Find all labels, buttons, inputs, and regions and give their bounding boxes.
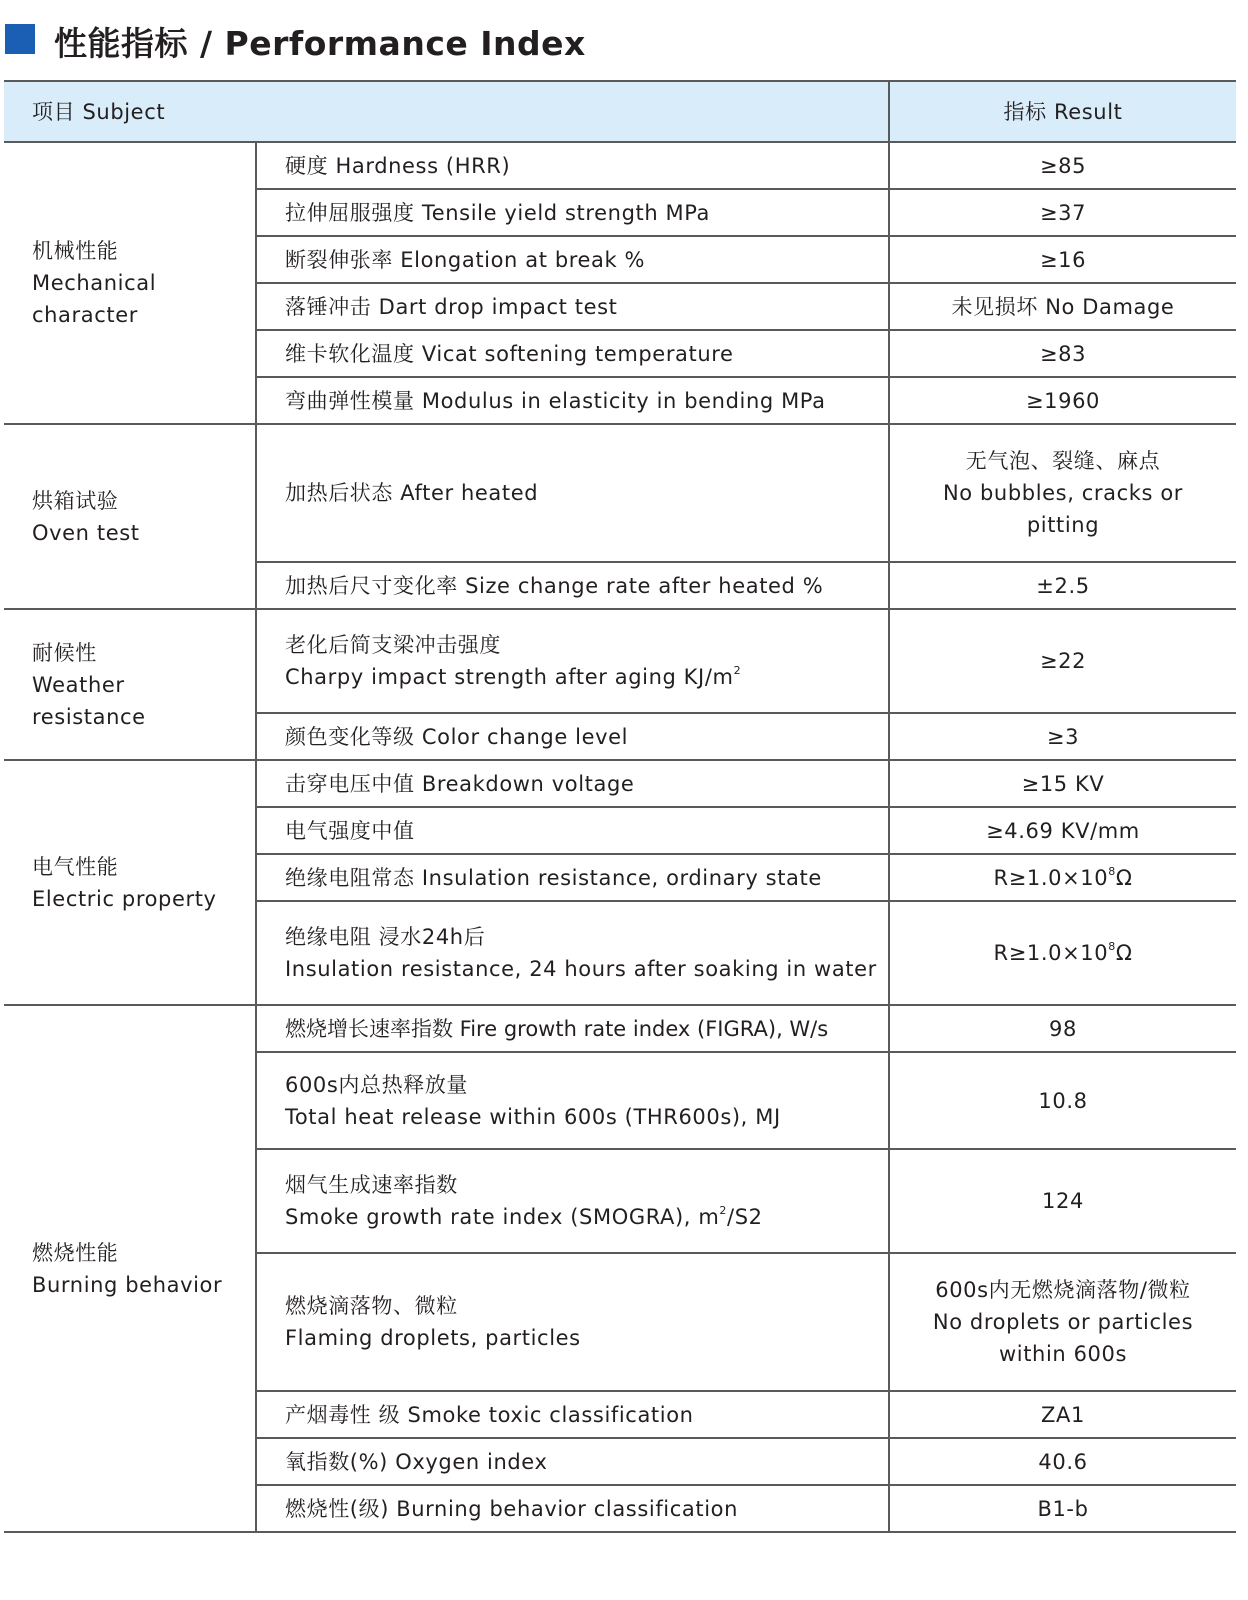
value-cell — [889, 424, 1236, 562]
item-line: 600s内总热释放量 — [285, 1072, 469, 1097]
value-cell: 124 — [889, 1149, 1236, 1253]
item-line — [285, 1201, 888, 1233]
item-cell: 燃烧性(级) Burning behavior classification — [256, 1485, 889, 1532]
item-cell: 硬度 Hardness (HRR) — [256, 142, 889, 189]
page-title-row — [0, 14, 1248, 64]
item-line: Insulation resistance, 24 hours after soaking in water — [285, 957, 877, 981]
item-cell — [256, 609, 889, 713]
category-burning — [4, 1005, 256, 1532]
table-row — [4, 1005, 1236, 1052]
superscript: 8 — [1108, 940, 1116, 953]
superscript: 2 — [719, 1204, 728, 1217]
value-text: R≥1.0×10 — [993, 941, 1109, 965]
result-header: 指标 Result — [889, 81, 1236, 142]
value-cell: 40.6 — [889, 1438, 1236, 1485]
item-cell: 加热后状态 After heated — [256, 424, 889, 562]
category-cn: 燃烧性能 — [32, 1240, 119, 1265]
category-cn: 机械性能 — [32, 239, 119, 263]
category-cn: 电气性能 — [32, 854, 119, 879]
value-cell: 未见损坏 No Damage — [889, 283, 1236, 330]
superscript: 8 — [1108, 864, 1116, 878]
value-line: No droplets or particles — [932, 1310, 1194, 1334]
value-cell: 98 — [889, 1005, 1236, 1052]
value-text: R≥1.0×10 — [993, 865, 1109, 890]
item-cell: 维卡软化温度 Vicat softening temperature — [256, 330, 889, 377]
category-en: Oven test — [32, 520, 140, 545]
value-line: 无气泡、裂缝、麻点 — [965, 449, 1161, 473]
value-line: 600s内无燃烧滴落物/微粒 — [935, 1278, 1191, 1302]
item-cell: 断裂伸张率 Elongation at break % — [256, 236, 889, 283]
item-text: /S2 — [727, 1205, 763, 1229]
value-line: pitting — [1026, 513, 1100, 537]
value-cell: ≥85 — [889, 142, 1236, 189]
value-text: Ω — [1115, 865, 1133, 890]
item-cell — [256, 901, 889, 1005]
table-row — [4, 760, 1236, 807]
item-line — [285, 661, 888, 693]
item-cell: 击穿电压中值 Breakdown voltage — [256, 760, 889, 807]
value-cell — [889, 901, 1236, 1005]
table-row — [4, 424, 1236, 562]
value-cell: ZA1 — [889, 1391, 1236, 1438]
title-square-icon — [5, 24, 35, 54]
category-en: Electric property — [32, 886, 217, 911]
category-en: Weather — [32, 672, 125, 697]
table-row — [4, 142, 1236, 189]
item-cell: 加热后尺寸变化率 Size change rate after heated % — [256, 562, 889, 609]
value-cell: ≥83 — [889, 330, 1236, 377]
item-cell: 绝缘电阻常态 Insulation resistance, ordinary state — [256, 854, 889, 901]
value-text: Ω — [1115, 941, 1133, 965]
item-cell: 产烟毒性 级 Smoke toxic classification — [256, 1391, 889, 1438]
item-line: Total heat release within 600s (THR600s), MJ — [285, 1104, 781, 1129]
item-cell: 颜色变化等级 Color change level — [256, 713, 889, 760]
category-oven — [4, 424, 256, 609]
category-en: resistance — [32, 704, 146, 729]
category-en: Mechanical — [32, 271, 157, 295]
table-header-row — [4, 81, 1236, 142]
item-line: 绝缘电阻 浸水24h后 — [285, 925, 486, 949]
item-line: 燃烧滴落物、微粒 — [285, 1294, 458, 1318]
item-cell: 弯曲弹性模量 Modulus in elasticity in bending MPa — [256, 377, 889, 424]
item-cell: 氧指数(%) Oxygen index — [256, 1438, 889, 1485]
item-line: 老化后简支梁冲击强度 — [285, 633, 501, 657]
item-line: 烟气生成速率指数 — [285, 1173, 458, 1197]
item-cell: 拉伸屈服强度 Tensile yield strength MPa — [256, 189, 889, 236]
value-cell — [889, 854, 1236, 901]
value-cell — [889, 1253, 1236, 1391]
item-cell: 电气强度中值 — [256, 807, 889, 854]
page-title: 性能指标 / Performance Index — [54, 24, 586, 63]
category-mechanical — [4, 142, 256, 424]
value-cell: ±2.5 — [889, 562, 1236, 609]
table-row — [4, 609, 1236, 713]
item-cell: 落锤冲击 Dart drop impact test — [256, 283, 889, 330]
value-cell: ≥3 — [889, 713, 1236, 760]
value-cell: B1-b — [889, 1485, 1236, 1532]
category-weather — [4, 609, 256, 760]
subject-header: 项目 Subject — [4, 81, 889, 142]
category-cn: 耐候性 — [32, 640, 97, 665]
item-text: Charpy impact strength after aging KJ/m — [285, 665, 734, 689]
item-cell — [256, 1149, 889, 1253]
value-cell: ≥16 — [889, 236, 1236, 283]
value-cell: ≥1960 — [889, 377, 1236, 424]
item-line: Flaming droplets, particles — [285, 1326, 581, 1350]
value-line: within 600s — [999, 1342, 1127, 1366]
value-cell: ≥15 KV — [889, 760, 1236, 807]
category-electric — [4, 760, 256, 1005]
category-en: Burning behavior — [32, 1272, 223, 1297]
value-cell: ≥22 — [889, 609, 1236, 713]
category-cn: 烘箱试验 — [32, 488, 119, 513]
superscript: 2 — [733, 664, 742, 677]
value-cell: ≥37 — [889, 189, 1236, 236]
value-cell: ≥4.69 KV/mm — [889, 807, 1236, 854]
category-en: character — [32, 303, 138, 327]
item-text: Smoke growth rate index (SMOGRA), m — [285, 1205, 720, 1229]
value-line: No bubbles, cracks or — [942, 481, 1184, 505]
item-cell — [256, 1253, 889, 1391]
performance-table — [4, 80, 1236, 1533]
value-cell: 10.8 — [889, 1052, 1236, 1149]
item-cell: 燃烧增长速率指数 Fire growth rate index (FIGRA), W/s — [256, 1005, 889, 1052]
item-cell — [256, 1052, 889, 1149]
